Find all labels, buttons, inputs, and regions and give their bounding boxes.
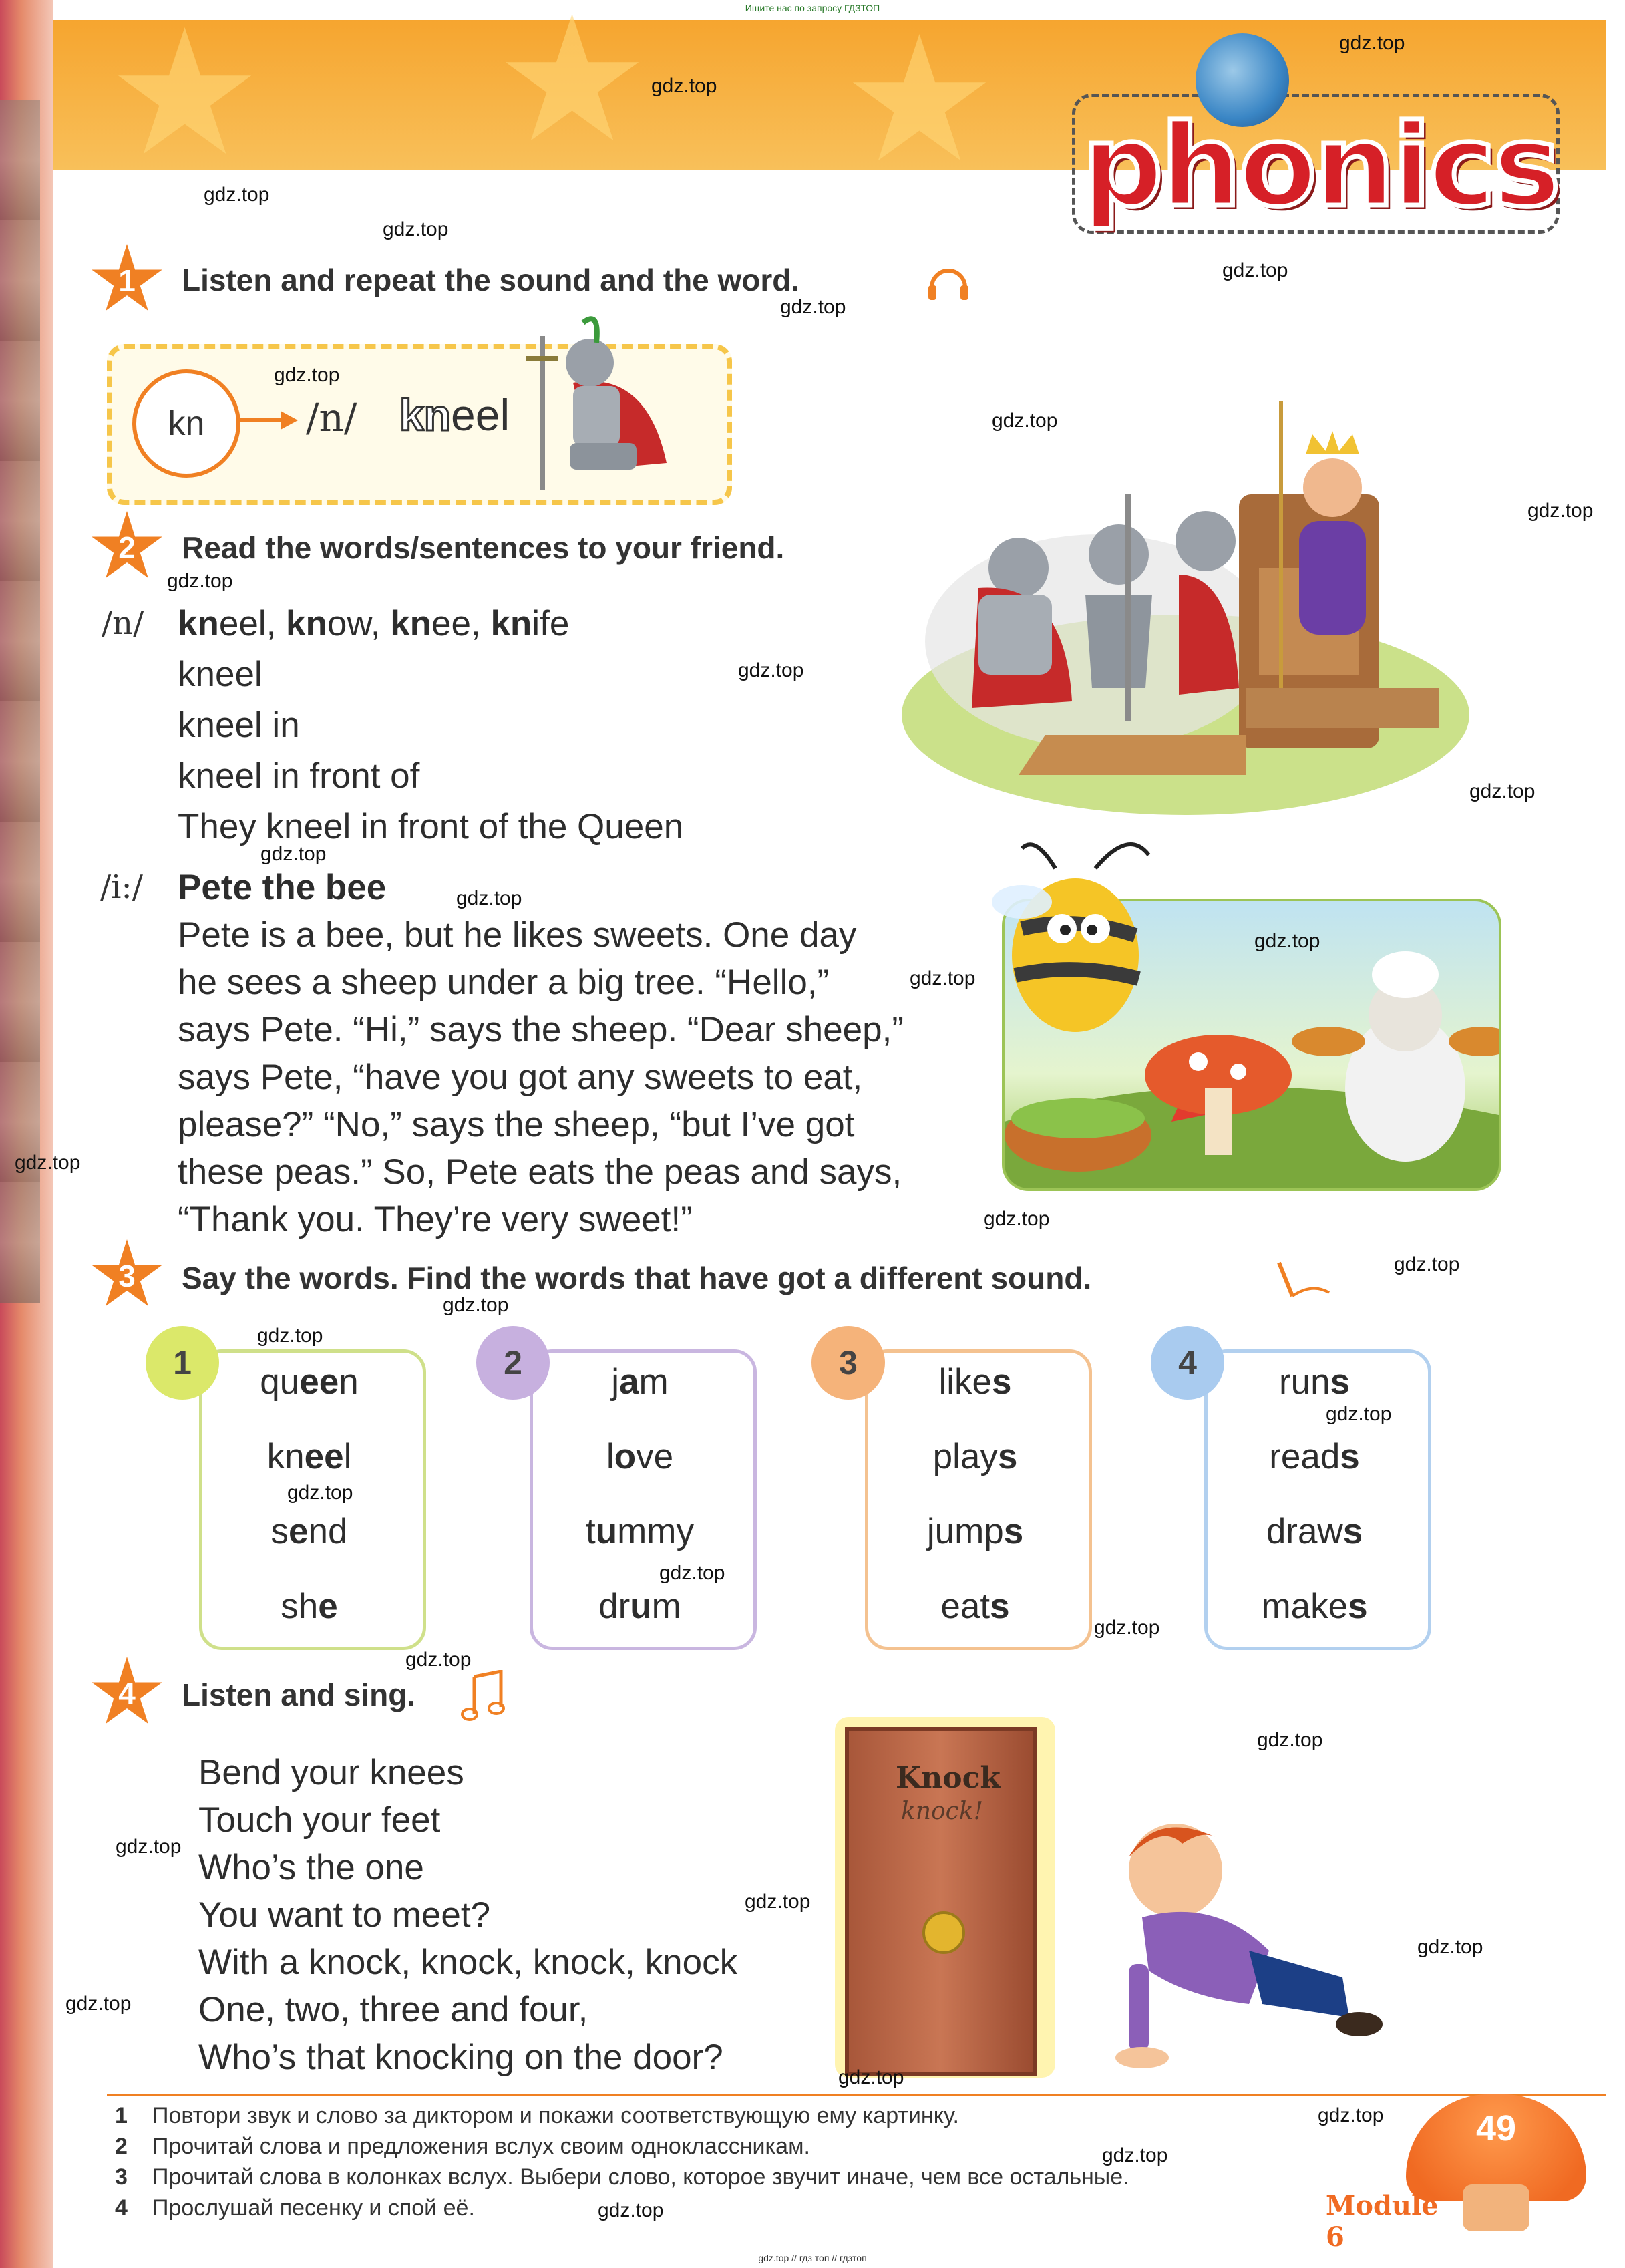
- word-rest: ife: [532, 604, 570, 643]
- column-word: likes: [938, 1362, 1012, 1402]
- watermark: gdz.top: [167, 570, 233, 592]
- bee-character: [982, 828, 1196, 1049]
- song-line: Who’s that knocking on the door?: [198, 2038, 723, 2077]
- mushroom-stem: [1463, 2184, 1529, 2231]
- song-line: Touch your feet: [198, 1800, 441, 1840]
- story-line: Pete is a bee, but he likes sweets. One day: [178, 915, 857, 955]
- watermark: gdz.top: [456, 887, 522, 909]
- column-word: eats: [940, 1587, 1010, 1626]
- phonics-title: phonics: [1082, 100, 1558, 232]
- music-note-icon: [461, 1670, 508, 1724]
- column-word: drum: [598, 1587, 681, 1626]
- song-line: With a knock, knock, knock, knock: [198, 1943, 738, 1982]
- watermark: gdz.top: [1222, 259, 1288, 281]
- n-word-list: [178, 600, 569, 647]
- story-line: please?” “No,” says the sheep, “but I’ve got: [178, 1105, 855, 1144]
- word-bold: kn: [390, 604, 432, 643]
- exercise-2-number: 2: [118, 530, 136, 565]
- page-number: 49: [1475, 2108, 1517, 2148]
- watermark: gdz.top: [910, 967, 976, 989]
- column-word: queen: [260, 1362, 359, 1402]
- n-line: They kneel in front of the Queen: [178, 807, 684, 846]
- arrow-head-icon: [281, 411, 298, 430]
- exercise-1-title: Listen and repeat the sound and the word.: [182, 263, 800, 297]
- column-word: jumps: [926, 1512, 1024, 1551]
- watermark: gdz.top: [116, 1836, 182, 1858]
- sound-word-box: [107, 344, 732, 505]
- watermark: gdz.top: [1527, 500, 1594, 522]
- exercise-4-title: Listen and sing.: [182, 1677, 416, 1712]
- column-word: draws: [1266, 1512, 1363, 1551]
- column-word: she: [281, 1587, 338, 1626]
- footer-note: 4 Прослушай песенку и спой её.: [115, 2195, 475, 2221]
- watermark: gdz.top: [443, 1294, 509, 1316]
- n-line: kneel: [178, 655, 262, 694]
- word-rest: ow,: [327, 604, 391, 643]
- watermark: gdz.top: [1469, 780, 1536, 802]
- watermark: gdz.top: [1257, 1729, 1323, 1751]
- footer-note: 1 Повтори звук и слово за диктором и покажи соответствующую ему картинку.: [115, 2103, 959, 2128]
- header-star-decoration: ★: [494, 0, 651, 177]
- watermark: gdz.top: [1417, 1936, 1483, 1958]
- phonics-logo: [1069, 27, 1563, 232]
- story-line: says Pete, “have you got any sweets to eat,: [178, 1058, 863, 1097]
- watermark: gdz.top: [405, 1649, 472, 1671]
- top-note: Ищите нас по запросу ГДЗТОП: [745, 3, 880, 13]
- example-word-highlight: kn: [399, 390, 452, 440]
- exercise-3-number: 3: [118, 1259, 136, 1293]
- watermark: gdz.top: [598, 2199, 664, 2221]
- watermark: gdz.top: [984, 1208, 1050, 1230]
- n-line: kneel in front of: [178, 756, 420, 796]
- watermark: gdz.top: [65, 1993, 132, 2015]
- door-text-knock: Knock: [896, 1761, 1001, 1795]
- watermark: gdz.top: [204, 184, 270, 206]
- column-number: 1: [146, 1326, 219, 1400]
- column-word: jam: [611, 1362, 669, 1402]
- exercise-4-number: 4: [118, 1676, 136, 1711]
- column-word: love: [606, 1437, 674, 1476]
- story-title: Pete the bee: [178, 868, 387, 907]
- watermark: gdz.top: [287, 1482, 353, 1504]
- watermark: gdz.top: [1318, 2104, 1384, 2126]
- watermark: gdz.top: [659, 1562, 725, 1584]
- footer-rule: [107, 2094, 1606, 2096]
- column-word: kneel: [266, 1437, 352, 1476]
- footer-note: 3 Прочитай слова в колонках вслух. Выбери слово, которое звучит иначе, чем все остальные.: [115, 2164, 1129, 2190]
- column-word: runs: [1278, 1362, 1350, 1402]
- exercise-1-number: 1: [118, 263, 136, 298]
- bottom-note: gdz.top // гдз топ // гдзтоп: [758, 2253, 867, 2263]
- column-number: 4: [1151, 1326, 1224, 1400]
- speaking-icon: [1272, 1256, 1332, 1303]
- song-line: Who’s the one: [198, 1848, 424, 1887]
- story-line: he sees a sheep under a big tree. “Hello,”: [178, 963, 830, 1002]
- watermark: gdz.top: [383, 218, 449, 240]
- n-line: kneel in: [178, 705, 300, 745]
- watermark: gdz.top: [1339, 32, 1405, 54]
- watermark: gdz.top: [780, 296, 846, 318]
- watermark: gdz.top: [1394, 1253, 1460, 1275]
- column-word: makes: [1261, 1587, 1368, 1626]
- exercise-2-title: Read the words/sentences to your friend.: [182, 530, 785, 565]
- module-label: Module 6: [1326, 2190, 1439, 2253]
- song-line: You want to meet?: [198, 1895, 491, 1935]
- sound-ipa-i: /i:/: [100, 868, 143, 906]
- column-word: tummy: [586, 1512, 694, 1551]
- example-word-rest: eel: [451, 390, 510, 440]
- watermark: gdz.top: [274, 364, 340, 386]
- watermark: gdz.top: [257, 1325, 323, 1347]
- watermark: gdz.top: [1094, 1617, 1160, 1639]
- headphones-icon: [925, 257, 972, 304]
- letters-circle: kn: [132, 369, 240, 478]
- footer-note: 2 Прочитай слова и предложения вслух своим одноклассникам.: [115, 2134, 810, 2159]
- song-line: Bend your knees: [198, 1753, 464, 1792]
- watermark: gdz.top: [992, 410, 1058, 432]
- sound-ipa-n: /n/: [102, 605, 144, 642]
- column-number: 3: [811, 1326, 885, 1400]
- kneeling-boy-illustration: [1102, 1804, 1383, 2078]
- word-bold: kn: [490, 604, 532, 643]
- kneeling-knight-illustration: [513, 309, 680, 496]
- story-line: “Thank you. They’re very sweet!”: [178, 1200, 693, 1239]
- column-number: 2: [476, 1326, 550, 1400]
- column-word: reads: [1269, 1437, 1360, 1476]
- knights-queen-illustration: [898, 401, 1473, 822]
- watermark: gdz.top: [15, 1152, 81, 1174]
- book-spine-pages: [0, 100, 40, 1303]
- song-line: One, two, three and four,: [198, 1990, 588, 2030]
- header-star-decoration: ★: [107, 0, 263, 190]
- word-rest: ee,: [431, 604, 491, 643]
- story-line: these peas.” So, Pete eats the peas and says,: [178, 1152, 902, 1192]
- watermark: gdz.top: [651, 75, 717, 97]
- door-knob: [922, 1911, 965, 1954]
- column-word: send: [270, 1512, 348, 1551]
- watermark: gdz.top: [838, 2066, 904, 2088]
- watermark: gdz.top: [738, 659, 804, 681]
- arrow-icon: [236, 418, 283, 422]
- door-illustration: [845, 1727, 1037, 2076]
- column-word: plays: [932, 1437, 1018, 1476]
- exercise-3-title: Say the words. Find the words that have got a different sound.: [182, 1261, 1092, 1295]
- header-star-decoration: ★: [842, 3, 998, 197]
- watermark: gdz.top: [1102, 2144, 1168, 2166]
- word-bold: kn: [286, 604, 327, 643]
- watermark: gdz.top: [745, 1891, 811, 1913]
- word-rest: eel,: [218, 604, 287, 643]
- example-word: [399, 389, 510, 440]
- door-text-knock-small: knock!: [901, 1798, 984, 1825]
- word-bold: kn: [178, 604, 219, 643]
- story-line: says Pete. “Hi,” says the sheep. “Dear sheep,”: [178, 1010, 904, 1049]
- sound-ipa: /n/: [306, 395, 357, 440]
- watermark: gdz.top: [260, 843, 327, 865]
- watermark: gdz.top: [1326, 1403, 1392, 1425]
- watermark: gdz.top: [1254, 930, 1320, 952]
